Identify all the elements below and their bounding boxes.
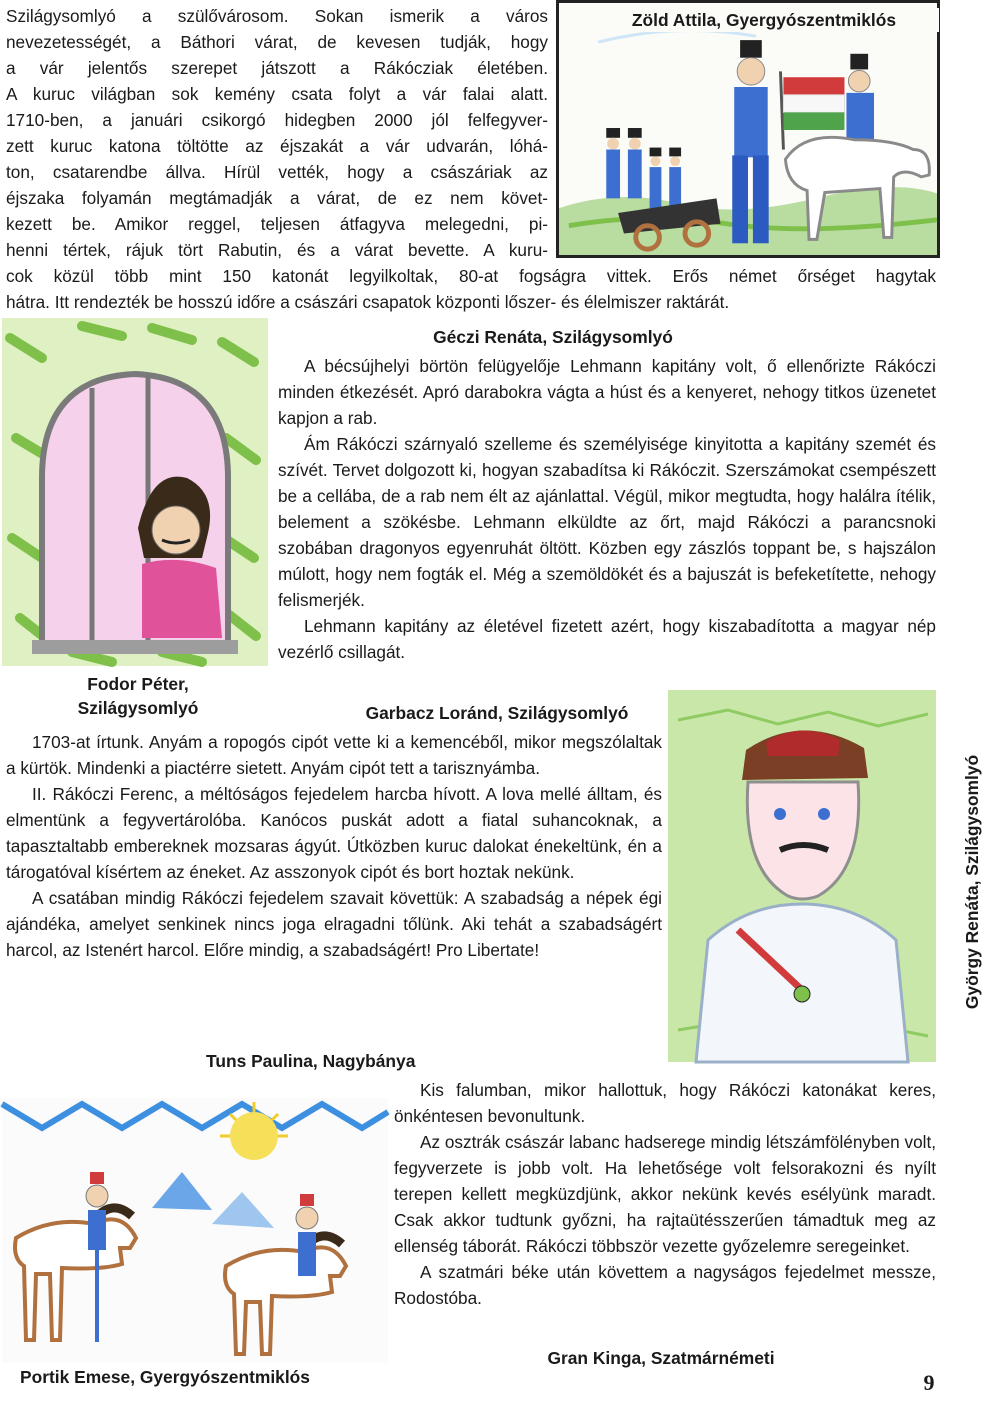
story1-line-7: ton, csatarendbe állva. Hírül vették, hogy a császáriak az [6,162,548,182]
story4-author: Tuns Paulina, Nagybánya [206,1051,416,1071]
story1-full-line-2: hátra. Itt rendezték be hosszú időre a császári csapatok központi lőszer- és élelmiszer raktárát. [6,292,730,312]
story2-paragraph-2: Ám Rákóczi szárnyaló szelleme és személyisége kinyitotta a kapitány szemét és szívét. Tervet dolgozott ki, hogyan szabadítsa ki Rákóczit. Szerszámokat csempészett be a cellába, de a rab nem élt az ajánlattal. Végül, mikor megtudta, hogy halálra ítélik, belement a szökésbe. Lehmann elküldte az őrt, majd Rákóczi a parancsnoki szobában dragonyos egyenruhát öltött. Közben egy zászlós toppant be, s hajszálon múlott, hogy nem fogták el. Még a szemöldökét és a bajuszát is befeketítette, nehogy felismerjék. [278,434,936,610]
story4-body [394,1077,936,1311]
story1-line-10: henni tértek, rájuk tört Rabutin, és a várat bevette. A kuru- [6,240,548,260]
story1-full-line-1: cok közül több mint 150 katonát legyilkoltak, 80-at fogságra vittek. Erős német őrséget hagytak [6,266,936,286]
caption-left-window [20,672,256,720]
caption-left-line-1: Fodor Péter, [87,674,189,694]
story3-body [6,729,662,963]
story1-intro [6,3,548,263]
story4-paragraph-2: Az osztrák császár labanc hadserege mindig létszámfölényben volt, fegyverzete is jobb volt. Ha lehetősége volt felsorakozni és nyílt terepen kellett megküzdjünk, akkor nekünk kevés esélyünk maradt. Csak akkor tudtunk győzni, ha rajtaütésszerűen támadtuk meg az ellenség táborát. Rákóczi többször vezette győzelemre seregeinket. [394,1132,936,1256]
story4-signature: Gran Kinga, Szatmárnémeti [547,1348,775,1368]
caption-bottom-left: Portik Emese, Gyergyószentmiklós [20,1367,310,1387]
story3-paragraph-3: A csatában mindig Rákóczi fejedelem szavait követtük: A szabadság a népek égi ajándéka, amelyet senkinek nincs joga elragadni tőlünk. Aki tehát a szabadságért harcol, az Istenért harcol. Előre mindig, a szabadságért! Pro Libertate! [6,888,662,960]
rakoczi-portrait-drawing-icon [668,690,936,1062]
story3-author: Garbacz Loránd, Szilágysomlyó [365,703,629,723]
story1-line-6: zett kuruc katona töltötte az éjszakát a vár udvarán, lóhá- [6,136,548,156]
story1-line-2: nevezetességét, a Báthori várat, de kevesen tudják, hogy [6,32,548,52]
caption-left-line-2: Szilágysomlyó [77,698,199,718]
story1-line-8: éjszaka folyamán megtámadják a várat, de ez nem követ- [6,188,548,208]
drawing-top-right [556,0,940,258]
story1-full-width [6,263,936,315]
story3-paragraph-1: 1703-at írtunk. Anyám a ropogós cipót vette ki a kemencéből, mikor megszólaltak a kürtök. Mindenki a piactérre sietett. Anyám cipót tett a tarisznyámba. [6,732,662,778]
prisoner-window-drawing-icon [2,318,268,666]
story4-paragraph-1: Kis falumban, mikor hallottuk, hogy Rákóczi katonákat keres, önkéntesen bevonultunk. [394,1080,936,1126]
story2-body [278,353,936,665]
story3-paragraph-2: II. Rákóczi Ferenc, a méltóságos fejedelem harcba hívott. A lova mellé álltam, és elmentünk a fegyvertárolóba. Kanócos puskát adott a fiatal suhancoknak, a tapasztaltabb embereknek mozsaras ágyút. Útközben kuruc dalokat énekeltünk, én a tárogatóval kísértem az éneket. Az asszonyok cipót és bort hoztak nekünk. [6,784,662,882]
drawing-bottom-left [2,1098,388,1363]
page-number: 9 [923,1370,935,1395]
drawing-portrait [668,690,936,1062]
story2-paragraph-1: A bécsújhelyi börtön felügyelője Lehmann kapitány volt, ő ellenőrizte Rákóczi minden étkezését. Apró darabokra vágta a húst és a kenyeret, nehogy titkos üzenetet kapjon a rab. [278,356,936,428]
story1-line-3: a vár jelentős szerepet játszott a Rákócziak életében. [6,58,548,78]
drawing-left-window [2,318,268,666]
story2-author: Géczi Renáta, Szilágysomlyó [433,327,673,347]
story2-paragraph-3: Lehmann kapitány az életével fizetett azért, hogy kiszabadította a magyar nép vezérlő csillagát. [278,616,936,662]
caption-top-right: Zöld Attila, Gyergyószentmiklós [589,8,939,32]
horse-cannon-flag-drawing-icon [559,3,937,255]
story1-line-9: kezett be. Amikor reggel, teljesen átfagyva melegedni, pi- [6,214,548,234]
story1-line-4: A kuruc világban sok kemény csata folyt a vár falai alatt. [6,84,548,104]
caption-portrait: György Renáta, Szilágysomlyó [962,754,982,1010]
riders-sun-drawing-icon [2,1098,388,1363]
story1-line-5: 1710-ben, a januári csikorgó hidegben 2000 jól felfegyver- [6,110,548,130]
story4-paragraph-3: A szatmári béke után követtem a nagyságos fejedelmet messze, Rodostóba. [394,1262,936,1308]
story1-line-1: Szilágysomlyó a szülővárosom. Sokan ismerik a város [6,6,548,26]
